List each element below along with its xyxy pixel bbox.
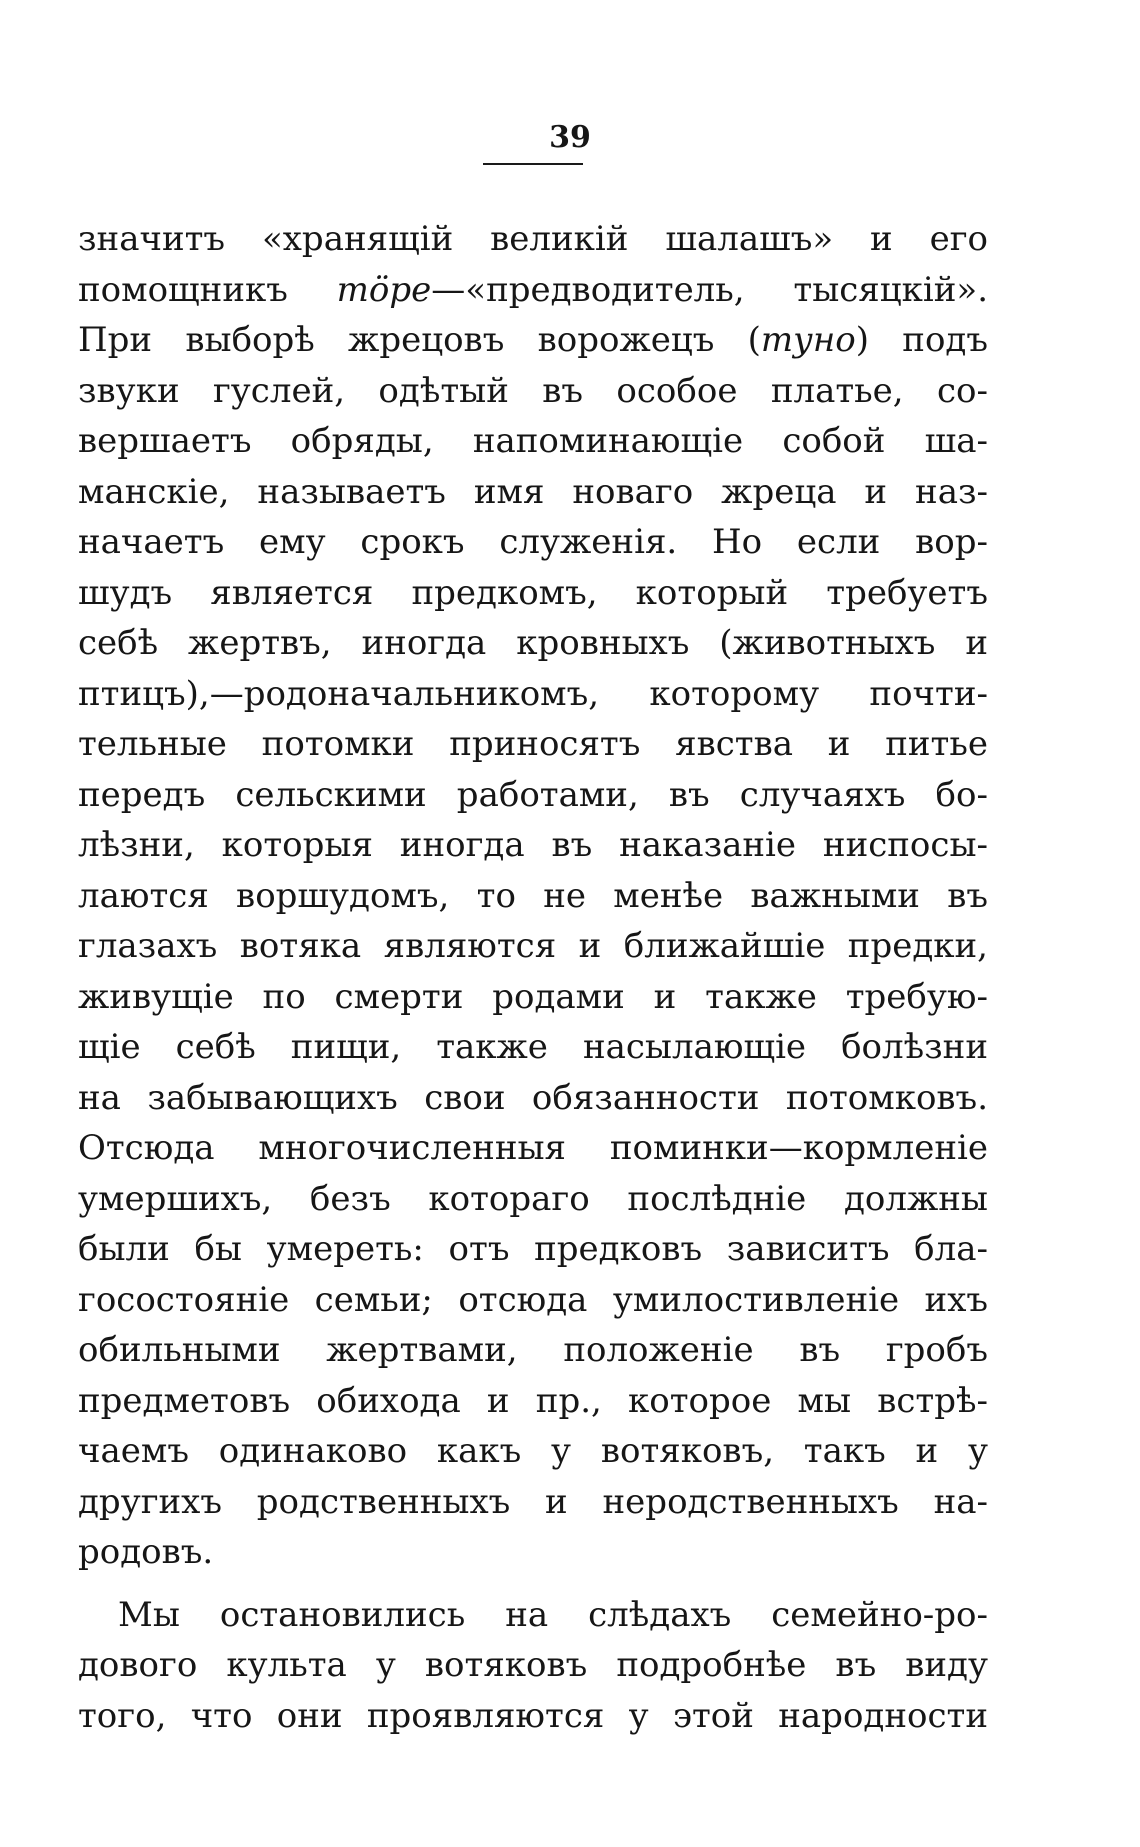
text-line — [78, 265, 988, 316]
text-line: лаются воршудомъ, то не менѣе важными въ — [78, 875, 988, 916]
text-fragment: —«предводитель, тысяцкій». — [431, 269, 989, 310]
text-line: себѣ жертвъ, иногда кровныхъ (животныхъ и — [78, 623, 988, 663]
text-line: другихъ родственныхъ и неродственныхъ на- — [78, 1481, 988, 1522]
text-line — [78, 315, 988, 366]
text-line: начаетъ ему срокъ служенія. Но если вор- — [78, 522, 988, 562]
text-line: предметовъ обихода и пр., которое мы встрѣ- — [78, 1380, 988, 1421]
page-number: 39 — [549, 120, 591, 155]
text-line: тельные потомки приносятъ явства и питье — [78, 724, 988, 764]
text-line: были бы умереть: отъ предковъ зависитъ бла- — [78, 1229, 988, 1269]
text-line: дового культа у вотяковъ подробнѣе въ виду — [78, 1645, 988, 1685]
text-line: щіе себѣ пищи, также насылающіе болѣзни — [78, 1027, 988, 1067]
paragraph-2 — [78, 1590, 988, 1742]
text-line: шудъ является предкомъ, который требуетъ — [78, 572, 988, 613]
text-line: значитъ «хранящій великій шалашъ» и его — [78, 219, 988, 259]
text-line: вершаетъ обряды, напоминающіе собой ша- — [78, 421, 988, 461]
text-line: живущіе по смерти родами и также требую- — [78, 976, 988, 1017]
text-line: госостояніе семьи; отсюда умилостивленіе ихъ — [78, 1279, 988, 1320]
text-line: Отсюда многочисленныя поминки—кормленіе — [78, 1128, 988, 1168]
text-line: обильными жертвами, положеніе въ гробъ — [78, 1330, 988, 1370]
body-text — [78, 214, 988, 1741]
text-line: того, что они проявляются у этой народности — [78, 1695, 988, 1736]
paragraph-1 — [78, 214, 988, 1578]
text-line: лѣзни, которыя иногда въ наказаніе ниспосы- — [78, 825, 988, 865]
paragraph-gap — [78, 1578, 988, 1590]
text-line: родовъ. — [78, 1532, 214, 1572]
text-fragment: помощникъ — [78, 269, 337, 310]
page-number-rule — [483, 163, 583, 165]
text-line: на забывающихъ свои обязанности потомковъ. — [78, 1077, 988, 1118]
text-line: глазахъ вотяка являются и ближайшіе предки, — [78, 926, 988, 966]
text-line: умершихъ, безъ котораго послѣдніе должны — [78, 1178, 988, 1219]
italic-term: туно — [760, 320, 856, 360]
text-fragment: ) подъ — [855, 320, 988, 360]
text-line: чаемъ одинаково какъ у вотяковъ, такъ и у — [78, 1431, 988, 1471]
text-line: звуки гуслей, одѣтый въ особое платье, со- — [78, 370, 988, 411]
italic-term: тöре — [336, 269, 432, 310]
text-fragment: При выборѣ жрецовъ ворожецъ ( — [78, 320, 761, 360]
text-line: передъ сельскими работами, въ случаяхъ бо- — [78, 774, 988, 815]
text-line: птицъ),—родоначальникомъ, которому почти- — [78, 673, 988, 714]
text-line: Мы остановились на слѣдахъ семейно-ро- — [118, 1594, 988, 1635]
text-line: манскіе, называетъ имя новаго жреца и наз- — [78, 471, 988, 512]
